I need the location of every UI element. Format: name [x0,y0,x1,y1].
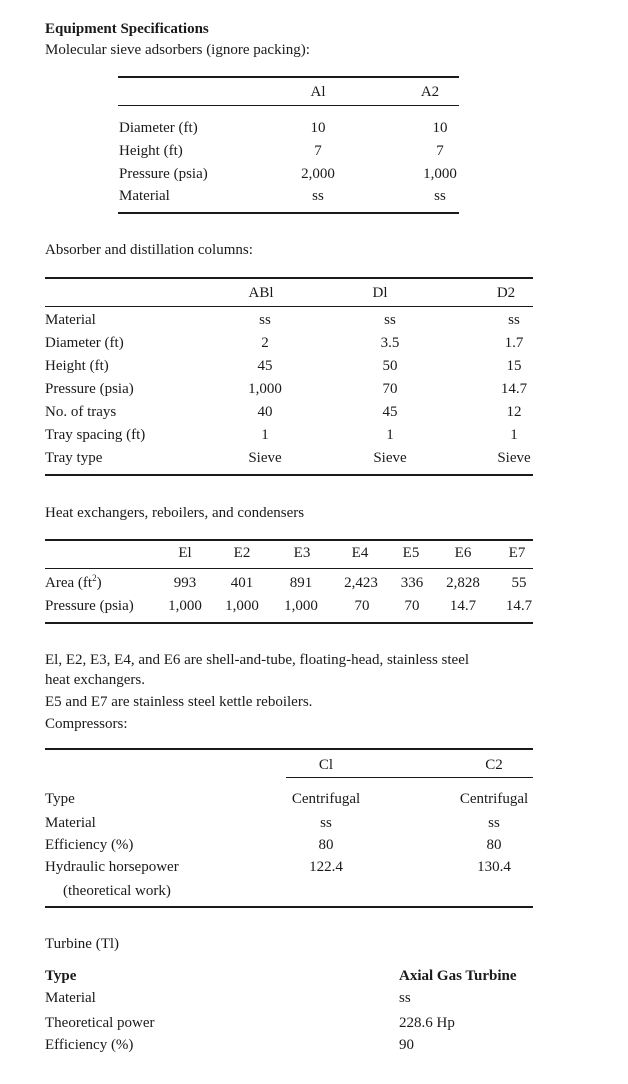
hx-col-header: E4 [351,545,369,561]
hx-area-label [45,575,102,592]
sieve-cell: ss [434,188,446,204]
columns-cell: 15 [506,358,522,374]
hx-pressure-cell: 1,000 [225,598,259,614]
sieve-header-rule [118,105,459,106]
hx-note-line: E5 and E7 are stainless steel kettle reboilers. [45,694,313,710]
columns-header-rule [45,306,533,307]
columns-row-label: Height (ft) [45,358,109,374]
compressors-cell: Centrifugal [459,791,529,807]
sieve-col-header: A2 [420,84,440,100]
hx-area-cell: 891 [289,575,313,591]
compressors-row-label: Material [45,815,96,831]
columns-cell: 14.7 [500,381,528,397]
columns-cell: 1 [386,427,394,443]
columns-cell: 70 [382,381,398,397]
hx-area-cell: 55 [511,575,527,591]
hx-pressure-cell: 70 [354,598,370,614]
turbine-row-label: Type [45,968,77,984]
hx-area-cell: 993 [173,575,197,591]
sieve-col-header: Al [310,84,326,100]
columns-cell: Sieve [373,450,407,466]
sieve-cell: 1,000 [423,166,457,182]
hx-area-label-text: Area (ft [45,575,93,591]
sieve-cell: 7 [436,143,444,159]
columns-row-label: Tray spacing (ft) [45,427,146,443]
sieve-caption: Molecular sieve adsorbers (ignore packing): [45,42,310,58]
hx-col-header: E7 [508,545,526,561]
columns-cell: 1,000 [248,381,282,397]
hx-col-header: El [178,545,192,561]
hx-top-rule [45,539,533,541]
hx-header-rule [45,568,533,569]
turbine-value: Axial Gas Turbine [399,968,517,984]
compressors-cell: 80 [318,837,334,853]
columns-col-header: ABl [248,285,274,301]
compressors-hp-sublabel: (theoretical work) [63,883,171,899]
compressors-cell: ss [488,815,500,831]
compressors-col-header: C2 [485,757,503,773]
hx-area-cell: 2,423 [344,575,378,591]
turbine-value: 228.6 Hp [399,1015,455,1031]
compressors-row-label: Hydraulic horsepower [45,859,179,875]
compressors-col-header: Cl [318,757,334,773]
compressors-cell: 122.4 [309,859,343,875]
hx-bottom-rule [45,622,533,624]
hx-pressure-label: Pressure (psia) [45,598,134,614]
columns-row-label: Pressure (psia) [45,381,134,397]
sieve-cell: ss [312,188,324,204]
compressors-row-label: Efficiency (%) [45,837,134,853]
columns-col-header: Dl [372,285,388,301]
sieve-top-rule [118,76,459,78]
hx-area-label-sup: 2 [92,573,97,583]
columns-cell: ss [259,312,271,328]
columns-cell: 45 [382,404,398,420]
turbine-row-label: Efficiency (%) [45,1037,134,1053]
columns-cell: ss [508,312,520,328]
turbine-value: 90 [399,1037,414,1053]
columns-cell: Sieve [497,450,531,466]
sieve-row-label: Material [119,188,170,204]
hx-pressure-cell: 1,000 [168,598,202,614]
hx-col-header: E5 [402,545,420,561]
hx-col-header: E2 [233,545,251,561]
columns-cell: 40 [257,404,273,420]
columns-cell: 1 [261,427,269,443]
columns-cell: 1 [510,427,518,443]
hx-area-label-close: ) [96,575,102,591]
compressors-header-rule [286,777,533,778]
turbine-caption: Turbine (Tl) [45,936,120,952]
page-title: Equipment Specifications [45,21,209,37]
hx-note-line: heat exchangers. [45,672,145,688]
columns-cell: 3.5 [380,335,400,351]
turbine-value: ss [399,990,411,1006]
compressors-cell: Centrifugal [291,791,361,807]
hx-caption: Heat exchangers, reboilers, and condensers [45,505,305,521]
compressors-top-rule [45,748,533,750]
hx-area-cell: 2,828 [446,575,480,591]
sieve-cell: 2,000 [301,166,335,182]
hx-col-header: E6 [454,545,472,561]
sieve-row-label: Diameter (ft) [119,120,198,136]
hx-pressure-cell: 14.7 [505,598,533,614]
compressors-cell: 130.4 [477,859,511,875]
columns-cell: 45 [257,358,273,374]
hx-area-cell: 336 [400,575,424,591]
columns-cell: 50 [382,358,398,374]
hx-pressure-cell: 70 [404,598,420,614]
sieve-row-label: Height (ft) [119,143,183,159]
columns-row-label: Tray type [45,450,103,466]
columns-col-header: D2 [496,285,516,301]
sieve-cell: 7 [314,143,322,159]
columns-cell: 2 [261,335,269,351]
columns-bottom-rule [45,474,533,476]
columns-caption: Absorber and distillation columns: [45,242,253,258]
columns-row-label: Diameter (ft) [45,335,124,351]
columns-cell: 1.7 [504,335,524,351]
sieve-cell: 10 [310,120,326,136]
compressors-cell: ss [320,815,332,831]
hx-pressure-cell: 14.7 [449,598,477,614]
hx-col-header: E3 [293,545,311,561]
hx-area-cell: 401 [230,575,254,591]
columns-top-rule [45,277,533,279]
columns-row-label: Material [45,312,96,328]
compressors-row-label: Type [45,791,75,807]
sieve-cell: 10 [432,120,448,136]
columns-cell: ss [384,312,396,328]
columns-cell: Sieve [248,450,282,466]
columns-cell: 12 [506,404,522,420]
turbine-row-label: Theoretical power [45,1015,155,1031]
compressors-bottom-rule [45,906,533,908]
compressors-caption: Compressors: [45,716,128,732]
compressors-cell: 80 [486,837,502,853]
columns-row-label: No. of trays [45,404,117,420]
hx-note-line: El, E2, E3, E4, and E6 are shell-and-tube, floating-head, stainless steel [45,652,470,668]
sieve-row-label: Pressure (psia) [119,166,208,182]
sieve-bottom-rule [118,212,459,214]
turbine-row-label: Material [45,990,96,1006]
hx-pressure-cell: 1,000 [284,598,318,614]
